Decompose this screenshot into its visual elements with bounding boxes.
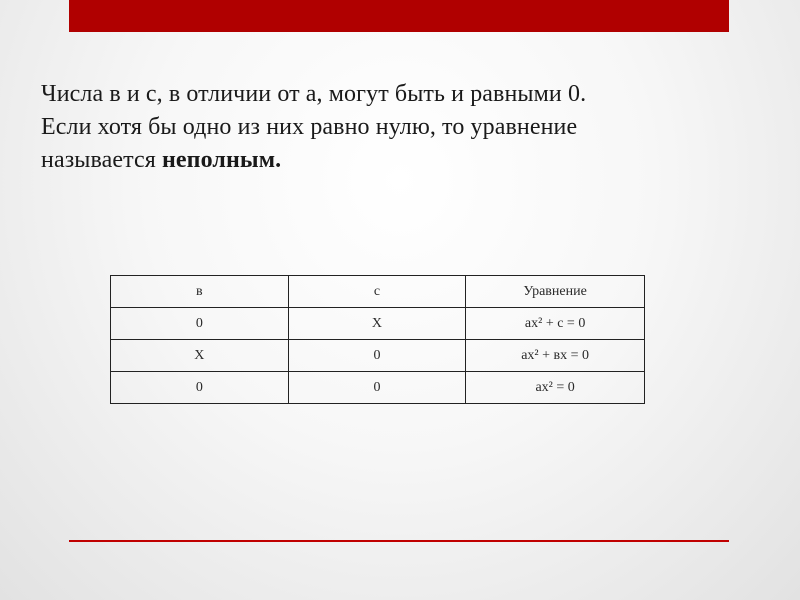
header-b: в bbox=[111, 276, 289, 308]
cell-equation: ах² = 0 bbox=[466, 372, 645, 404]
header-c: с bbox=[288, 276, 466, 308]
incomplete-term: неполным. bbox=[162, 147, 282, 173]
paragraph-line-1: Числа в и с, в отличии от а, могут быть и равными 0. bbox=[41, 81, 587, 107]
table-header-row bbox=[111, 276, 645, 308]
cell-c: X bbox=[288, 308, 466, 340]
bottom-divider bbox=[69, 540, 729, 542]
table-row bbox=[111, 308, 645, 340]
table-row bbox=[111, 372, 645, 404]
cell-b: 0 bbox=[111, 308, 289, 340]
table-row bbox=[111, 340, 645, 372]
cell-b: 0 bbox=[111, 372, 289, 404]
equation-table bbox=[110, 275, 645, 404]
paragraph-line-2: Если хотя бы одно из них равно нулю, то уравнение bbox=[41, 114, 578, 140]
paragraph-line-3-prefix: называется bbox=[41, 147, 162, 173]
paragraph-line-3 bbox=[41, 144, 761, 177]
cell-b: X bbox=[111, 340, 289, 372]
cell-c: 0 bbox=[288, 372, 466, 404]
top-accent-bar bbox=[69, 0, 729, 32]
definition-paragraph bbox=[41, 78, 761, 177]
cell-equation: ах² + вх = 0 bbox=[466, 340, 645, 372]
cell-equation: ах² + с = 0 bbox=[466, 308, 645, 340]
header-equation: Уравнение bbox=[466, 276, 645, 308]
cell-c: 0 bbox=[288, 340, 466, 372]
